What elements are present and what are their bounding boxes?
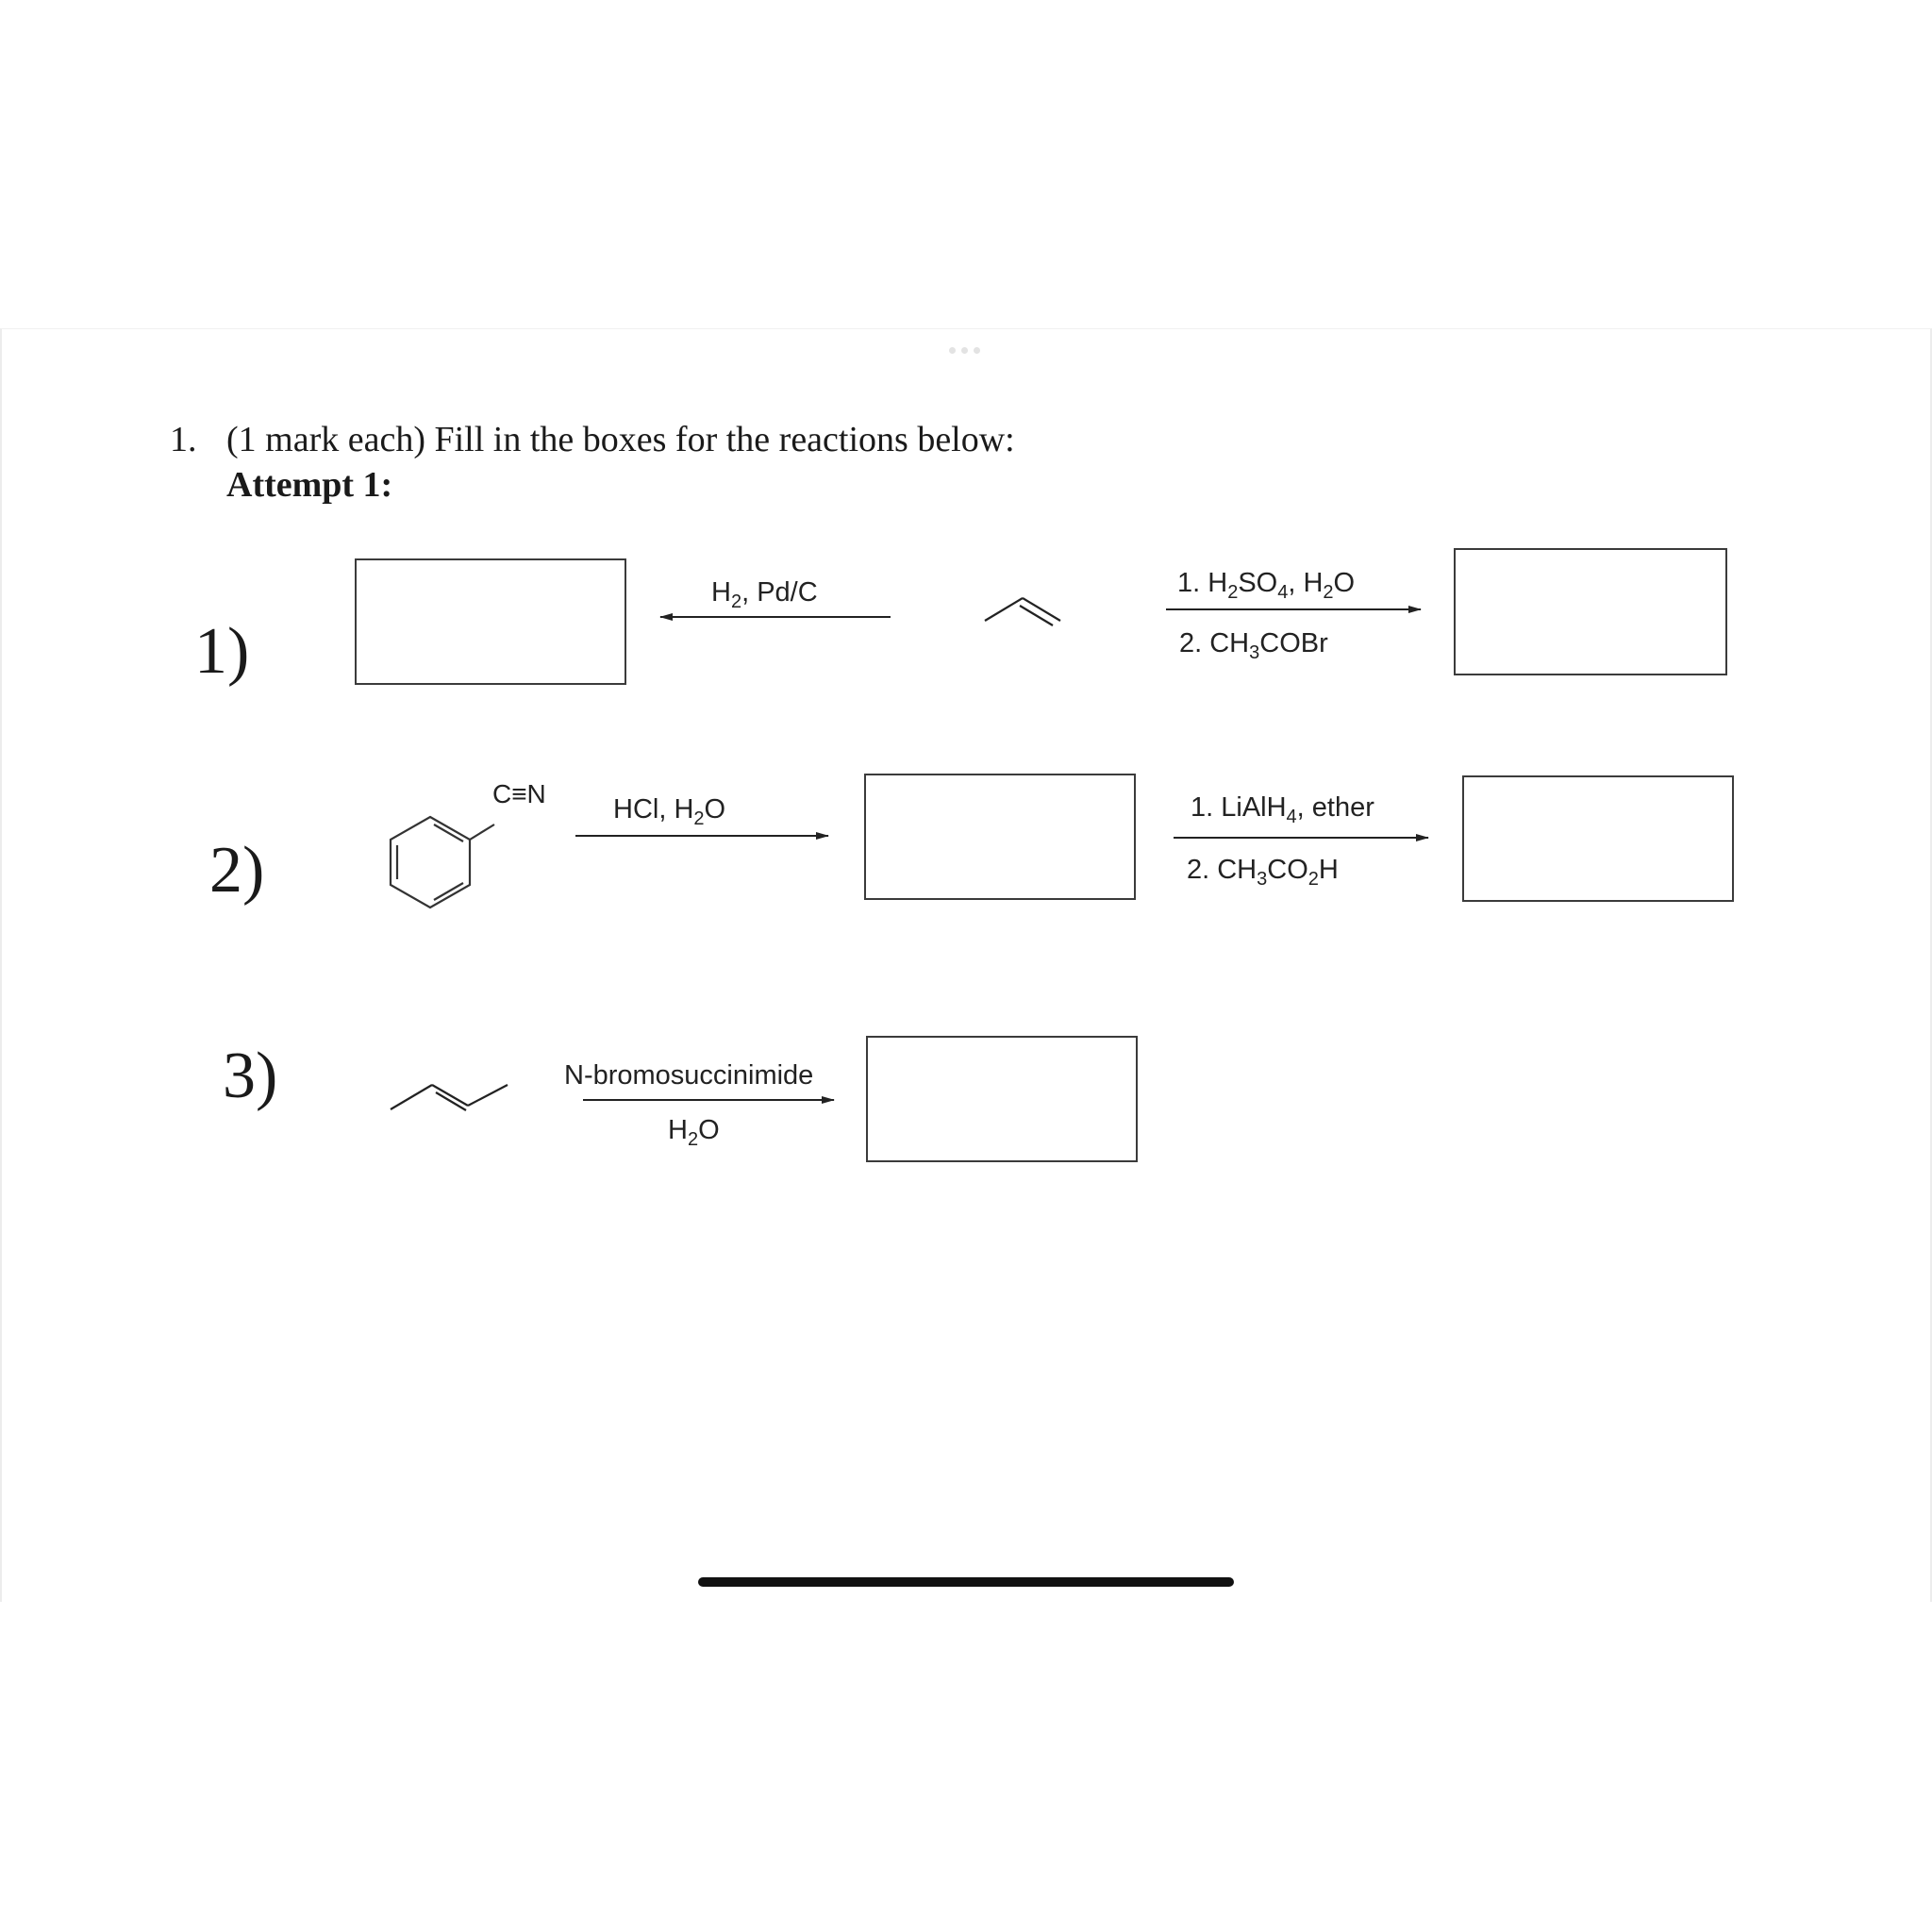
- row-2-reagent-2-line1: 1. LiAlH$_4$, ether: [1191, 792, 1374, 827]
- row-1-label: 1): [194, 615, 250, 688]
- question-number: 1.: [170, 420, 197, 459]
- attempt-label: Attempt 1:: [226, 465, 393, 505]
- page-dots-indicator: [949, 347, 980, 354]
- row-3-reagent-line1: N-bromosuccinimide: [564, 1060, 814, 1091]
- row-1-left-reagent: $H_2$, Pd/C: [711, 577, 818, 612]
- row-1-right-reagent-line2: 2. $CH_3COBr$: [1179, 628, 1328, 663]
- screen-content-area: [0, 328, 1932, 1602]
- row-2-reagent-1: HCl, $H_2O$: [613, 794, 726, 829]
- home-indicator-bar[interactable]: [698, 1577, 1234, 1587]
- row-2-reagent-2-line2: 2. $CH_3CO_2H$: [1187, 855, 1339, 890]
- answer-box-2b[interactable]: [1462, 775, 1734, 902]
- answer-box-1b[interactable]: [1454, 548, 1727, 675]
- question-text: (1 mark each) Fill in the boxes for the reactions below:: [226, 420, 1015, 459]
- answer-box-1a[interactable]: [355, 558, 626, 685]
- nitrile-label: C≡N: [492, 779, 546, 808]
- answer-box-2a[interactable]: [864, 774, 1136, 900]
- row-2-label: 2): [209, 834, 265, 907]
- row-3-reagent-line2: $H_2O$: [668, 1115, 720, 1150]
- row-1-right-reagent-line1: 1. $H_2SO_4$, $H_2O$: [1177, 568, 1356, 603]
- row-3-label: 3): [223, 1040, 278, 1112]
- answer-box-3[interactable]: [866, 1036, 1138, 1162]
